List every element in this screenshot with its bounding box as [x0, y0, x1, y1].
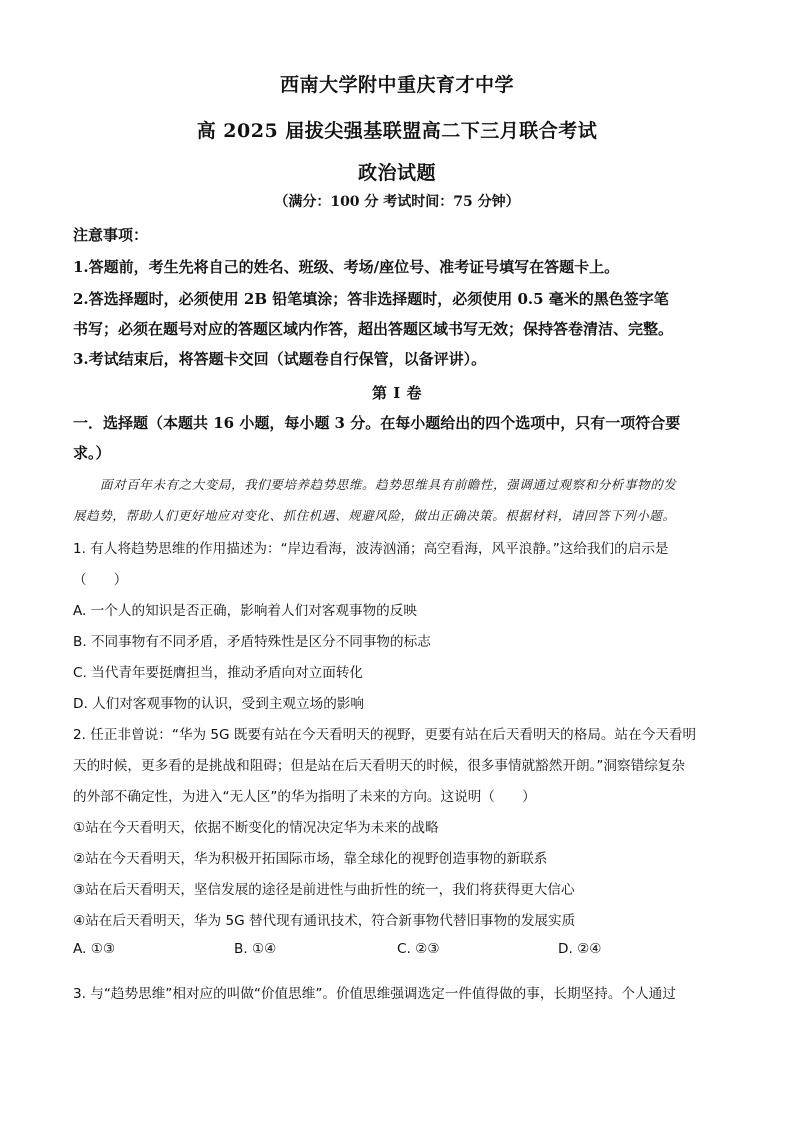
material-line-2: 展趋势，帮助人们更好地应对变化、抓住机遇、规避风险，做出正确决策。根据材料，请回答下列小题。 — [73, 508, 676, 523]
q2-choice-d: D. ②④ — [558, 941, 602, 957]
notes-heading: 注意事项： — [73, 226, 149, 244]
q2-stem-line-1: 2. 任正非曾说：“华为 5G 既要有站在今天看明天的视野，更要有站在后天看明天的格局。站在今天看明 — [73, 727, 697, 743]
q1-option-c: C. 当代青年要挺膺担当，推动矛盾向对立面转化 — [73, 665, 364, 681]
q2-choice-c: C. ②③ — [397, 941, 440, 957]
school-title: 西南大学附中重庆育才中学 — [279, 74, 514, 96]
q3-stem-line-1: 3. 与“趋势思维”相对应的叫做“价值思维”。价值思维强调选定一件值得做的事，长期坚持。个人通过 — [73, 986, 676, 1002]
q2-stem-line-2: 天的时候，更多看的是挑战和阻碍；但是站在后天看明天的时候，很多事情就豁然开朗。”洞察错综复杂 — [73, 758, 685, 774]
exam-title: 高 2025 届拔尖强基联盟高二下三月联合考试 — [196, 120, 598, 142]
q2-item-2: ②站在今天看明天，华为积极开拓国际市场，靠全球化的视野创造事物的新联系 — [73, 851, 548, 867]
material-line-1: 面对百年未有之大变局，我们要培养趋势思维。趋势思维具有前瞻性，强调通过观察和分析事物的发 — [100, 477, 677, 492]
q2-choice-b: B. ①④ — [234, 941, 277, 957]
q2-item-4: ④站在后天看明天，华为 5G 替代现有通讯技术，符合新事物代替旧事物的发展实质 — [73, 913, 576, 929]
note-item-2-line-2: 书写；必须在题号对应的答题区域内作答，超出答题区域书写无效；保持答卷清洁、完整。 — [73, 320, 674, 338]
subject-title: 政治试题 — [357, 162, 436, 184]
q2-stem-line-3: 的外部不确定性，为进入“无人区”的华为指明了未来的方向。这说明（ ） — [73, 789, 536, 805]
note-item-2-line-1: 2.答选择题时，必须使用 2B 铅笔填涂；答非选择题时，必须使用 0.5 毫米的黑色签字笔 — [73, 290, 669, 308]
note-item-3: 3.考试结束后，将答题卡交回（试题卷自行保管，以备评讲）。 — [73, 350, 487, 368]
volume-label: 第 I 卷 — [372, 384, 422, 402]
q2-item-3: ③站在后天看明天，坚信发展的途径是前进性与曲折性的统一，我们将获得更大信心 — [73, 882, 575, 898]
q1-option-a: A. 一个人的知识是否正确，影响着人们对客观事物的反映 — [73, 603, 417, 619]
section1-line-2: 求。） — [73, 444, 111, 462]
q1-option-d: D. 人们对客观事物的认识，受到主观立场的影响 — [73, 696, 364, 712]
q2-choice-a: A. ①③ — [73, 941, 116, 957]
score-time: （满分：100 分 考试时间：75 分钟） — [274, 194, 520, 210]
q1-option-b: B. 不同事物有不同矛盾，矛盾特殊性是区分不同事物的标志 — [73, 634, 431, 650]
note-item-1: 1.答题前，考生先将自己的姓名、班级、考场/座位号、准考证号填写在答题卡上。 — [73, 258, 620, 276]
q1-stem-line-1: 1. 有人将趋势思维的作用描述为：“岸边看海，波涛汹涌；高空看海，风平浪静。”这给我们的启示是 — [73, 541, 669, 557]
section1-line-1: 一．选择题（本题共 16 小题，每小题 3 分。在每小题给出的四个选项中，只有一项符合要 — [73, 414, 681, 432]
q2-item-1: ①站在今天看明天，依据不断变化的情况决定华为未来的战略 — [73, 820, 439, 836]
q1-stem-line-2: （ ） — [73, 572, 128, 588]
